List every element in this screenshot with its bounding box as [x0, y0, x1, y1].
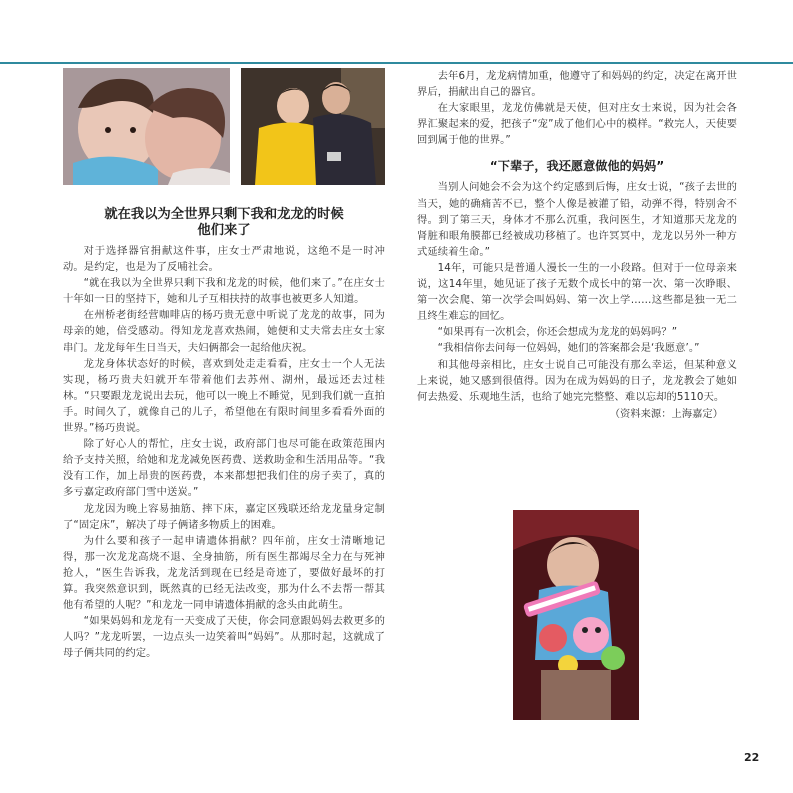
left-paragraph: 为什么要和孩子一起申请遗体捐献？四年前，庄女士清晰地记得，那一次龙龙高烧不退、全身抽筋，所有医生都竭尽全力在与死神抢人，“医生告诉我，龙龙活到现在已经是奇迹了，要做好最坏的打算。我突然意识到，既然真的已经无法改变，那为什么不去帮一帮其他有希望的人呢？”和龙龙一同申请遗体捐献的念头由此萌生。 — [63, 534, 385, 612]
left-column — [63, 68, 385, 661]
photo-mother-and-son-in-wheelchair — [241, 68, 385, 185]
left-paragraph: 龙龙因为晚上容易抽筋、摔下床，嘉定区残联还给龙龙量身定制了“固定床”，解决了母子俩诸多物质上的困难。 — [63, 502, 385, 531]
right-paragraph: “我相信你去问每一位妈妈，她们的答案都会是‘我愿意’。” — [437, 342, 700, 355]
header-rule — [0, 62, 793, 64]
right-subheading: “下辈子，我还愿意做他的妈妈” — [489, 159, 665, 174]
left-paragraph: “就在我以为全世界只剩下我和龙龙的时候，他们来了。”在庄女士十年如一日的坚持下，她和儿子互相扶持的故事也被更多人知道。 — [63, 277, 385, 306]
left-paragraph: 龙龙身体状态好的时候，喜欢到处走走看看，庄女士一个人无法实现，杨巧贵夫妇就开车带着他们去苏州、湖州，最远还去过桂林。“只要跟龙龙说出去玩，他可以一晚上不睡觉，见到我们就一直拍手。时间久了，就像自己的儿子，希望他在有限时间里多看看外面的世界。”杨巧贵说。 — [63, 357, 385, 435]
headline-line-2: 他们来了 — [197, 223, 251, 238]
right-paragraph: 和其他母亲相比，庄女士说自己可能没有那么幸运，但某种意义上来说，她又感到很值得。因为在成为妈妈的日子，龙龙教会了她如何去热爱、乐观地生活，也给了她完完整整、难以忘却的5110天。 — [417, 358, 737, 403]
photo-mother-kissing-child — [63, 68, 230, 185]
right-column — [417, 68, 737, 422]
right-paragraph: “如果再有一次机会，你还会想成为龙龙的妈妈吗？” — [437, 326, 678, 339]
right-paragraph: 14年，可能只是普通人漫长一生的一小段路。但对于一位母亲来说，这14年里，她见证了孩子无数个成长中的第一次、第一次睁眼、第一次会爬、第一次学会叫妈妈、第一次上学……这些都是独一无二且终生难忘的回忆。 — [417, 261, 737, 323]
page-number: 22 — [744, 751, 760, 764]
right-paragraph: 当别人问她会不会为这个约定感到后悔，庄女士说，“孩子去世的当天，她的确痛苦不已，整个人像是被灌了铅，动弹不得，特别舍不得。到了第三天，身体才不那么沉重，我问医生，才知道那天龙龙的肾脏和眼角膜都已经被成功移植了。也许冥冥中，龙龙以另外一种方式延续着生命。” — [417, 181, 737, 258]
left-body — [63, 243, 385, 661]
left-paragraph: 在州桥老街经营咖啡店的杨巧贵无意中听说了龙龙的故事，同为母亲的她，倍受感动。得知龙龙喜欢热闹，她便和丈夫常去庄女士家串门。龙龙每年生日当天，夫妇俩都会一起给他庆祝。 — [63, 309, 385, 354]
left-paragraph: 除了好心人的帮忙，庄女士说，政府部门也尽可能在政策范围内给予支持关照，给她和龙龙减免医药费、送救助金和生活用品等。“我没有工作，加上昂贵的医药费，本来都想把我们住的房子卖了，真的多亏嘉定政府部门雪中送炭。” — [63, 438, 385, 499]
left-headline — [63, 207, 385, 239]
headline-line-1: 就在我以为全世界只剩下我和龙龙的时候 — [104, 207, 344, 222]
photo-row — [63, 68, 385, 185]
left-paragraph: “如果妈妈和龙龙有一天变成了天使，你会同意跟妈妈去救更多的人吗？”龙龙听罢，一边点头一边笑着叫“妈妈”。从那时起，这就成了母子俩共同的约定。 — [63, 615, 385, 660]
right-paragraph: 在大家眼里，龙龙仿佛就是天使，但对庄女士来说，因为社会各界汇聚起来的爱，把孩子“宠”成了他们心中的模样。“救完人，天使要回到属于他的世界。” — [417, 102, 737, 147]
photo-child-with-toys — [513, 510, 639, 720]
left-paragraph: 对于选择器官捐献这件事，庄女士严肃地说，这绝不是一时冲动。是约定，也是为了反哺社会。 — [63, 245, 385, 274]
right-paragraph: 去年6月，龙龙病情加重，他遵守了和妈妈的约定，决定在离开世界后，捐献出自己的器官。 — [417, 70, 737, 99]
source-credit: （资料来源：上海嘉定） — [609, 407, 723, 420]
